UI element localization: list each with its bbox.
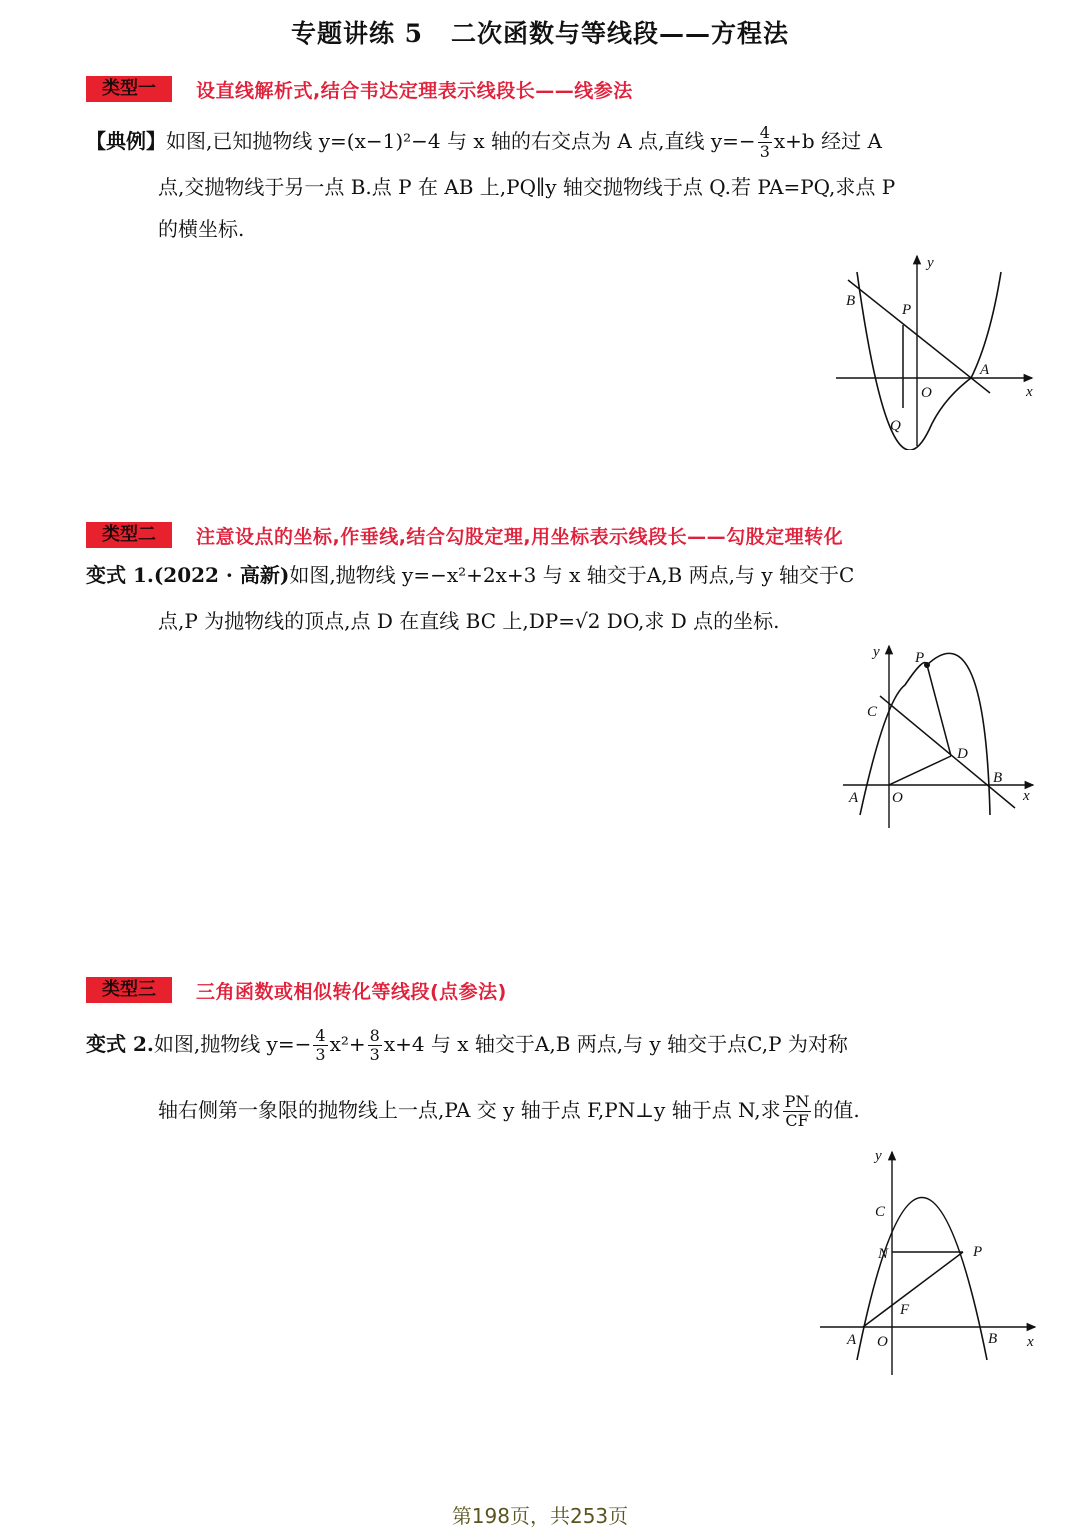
equation: y=(x−1)²−4 xyxy=(318,129,441,153)
section-heading: 三角函数或相似转化等线段(点参法) xyxy=(196,980,507,1003)
type-badge: 类型三 xyxy=(86,977,172,1003)
svg-text:x: x xyxy=(1023,788,1030,804)
svg-text:y: y xyxy=(873,644,880,660)
page-indicator: 第198页，共253页 xyxy=(451,1504,629,1528)
svg-text:F: F xyxy=(900,1302,910,1318)
svg-text:O: O xyxy=(892,790,903,806)
svg-text:B: B xyxy=(846,293,856,309)
problem-line-2: 点,交抛物线于另一点 B.点 P 在 AB 上,PQ∥y 轴交抛物线于点 Q.若 PA=PQ,求点 P xyxy=(158,175,896,199)
problem-line-1: 【典例】如图,已知抛物线 y=(x−1)²−4 与 x 轴的右交点为 A 点,直线 y=− $\frac{4}{3}$ x+b 经过 A xyxy=(86,123,882,161)
problem-lead: 【典例】 xyxy=(86,129,166,153)
title-part2: 二次函数与等线段——方程法 xyxy=(451,19,790,48)
svg-text:A: A xyxy=(847,1332,857,1348)
problem-line-2: 点,P 为抛物线的顶点,点 D 在直线 BC 上,DP=√2 DO,求 D 点的坐标. xyxy=(158,609,780,633)
page-title xyxy=(0,14,1080,50)
variant-2-problem xyxy=(86,1020,1046,1134)
svg-text:D: D xyxy=(957,746,968,762)
fraction: $\frac{PN}{CF}$ xyxy=(784,1092,810,1130)
svg-text:y: y xyxy=(927,255,934,271)
svg-text:O: O xyxy=(877,1334,888,1350)
figure-3-parabola-diagram xyxy=(815,1140,1045,1380)
section-2-header xyxy=(86,522,843,548)
figure-2-parabola-diagram xyxy=(835,640,1045,835)
svg-text:y: y xyxy=(875,1148,882,1164)
type-badge: 类型一 xyxy=(86,76,172,102)
fraction: $\frac{8}{3}$ xyxy=(369,1026,380,1064)
section-heading: 设直线解析式,结合韦达定理表示线段长——线参法 xyxy=(196,79,633,102)
svg-text:C: C xyxy=(875,1204,886,1220)
problem-line-1: 变式 2.如图,抛物线 y=− $\frac{4}{3}$ x²+ $\frac{8}{3}$ x+4 与 x 轴交于A,B 两点,与 y 轴交于点C,P 为对称 xyxy=(86,1026,848,1064)
svg-text:x: x xyxy=(1027,1334,1034,1350)
section-heading: 注意设点的坐标,作垂线,结合勾股定理,用坐标表示线段长——勾股定理转化 xyxy=(196,525,844,548)
variant-1-problem xyxy=(86,552,1046,644)
svg-text:N: N xyxy=(878,1246,889,1262)
title-part1: 专题讲练 5 xyxy=(290,19,424,48)
section-1-header xyxy=(86,76,633,102)
svg-text:Q: Q xyxy=(890,418,901,434)
type-badge: 类型二 xyxy=(86,522,172,548)
problem-line-2: 轴右侧第一象限的抛物线上一点,PA 交 y 轴于点 F,PN⊥y 轴于点 N,求 $\frac{PN}{CF}$ 的值. xyxy=(158,1092,860,1130)
svg-text:B: B xyxy=(993,770,1003,786)
problem-lead: 变式 2. xyxy=(86,1032,154,1056)
example-problem xyxy=(86,118,1046,248)
svg-text:C: C xyxy=(867,704,878,720)
svg-text:P: P xyxy=(915,650,925,666)
svg-text:A: A xyxy=(980,362,990,378)
section-3-header xyxy=(86,977,507,1003)
svg-text:A: A xyxy=(849,790,859,806)
fraction: $\frac{4}{3}$ xyxy=(315,1026,326,1064)
problem-line-3: 的横坐标. xyxy=(158,217,245,241)
fraction: $\frac{4}{3}$ xyxy=(759,123,770,161)
problem-lead: 变式 1.(2022 · 高新) xyxy=(86,563,290,587)
svg-text:O: O xyxy=(921,385,932,401)
svg-text:P: P xyxy=(902,302,912,318)
problem-line-1: 变式 1.(2022 · 高新)如图,抛物线 y=−x²+2x+3 与 x 轴交于A,B 两点,与 y 轴交于C xyxy=(86,563,855,587)
svg-text:P: P xyxy=(973,1244,983,1260)
svg-text:x: x xyxy=(1026,384,1033,400)
figure-1-parabola-diagram xyxy=(830,250,1040,450)
svg-text:B: B xyxy=(988,1331,998,1347)
